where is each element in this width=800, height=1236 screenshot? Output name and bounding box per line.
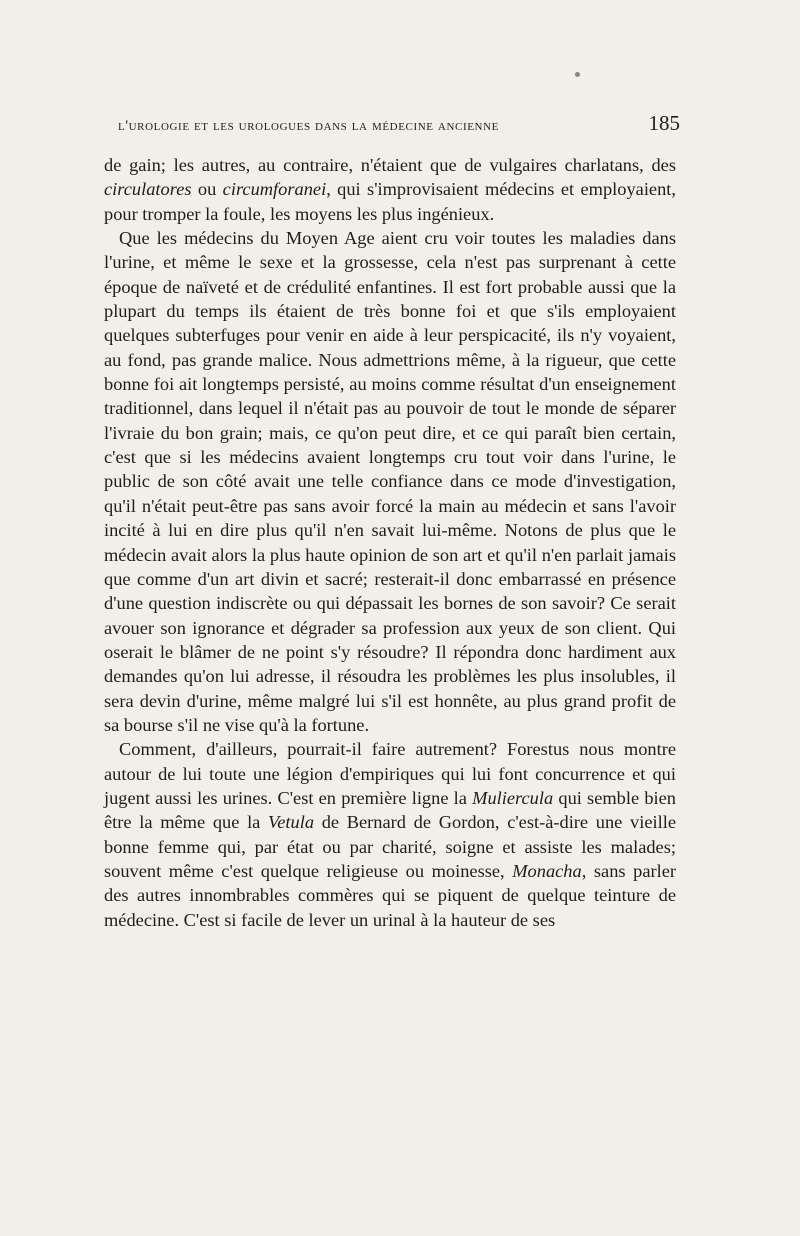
paragraph-1 — [104, 153, 676, 226]
text-run: de Bernard de Gordon, c'est-à-dire une vieille bonne femme qui, par état ou par charité, soigne et assiste les malades; souvent même c'est quelque religieuse ou moinesse, — [104, 812, 676, 881]
page-number: 185 — [648, 111, 680, 135]
italic-term: circumforanei — [222, 179, 327, 200]
text-run: Que les médecins du Moyen Age aient cru voir toutes les maladies dans l'urine, et même le sexe et la grossesse, cela n'est pas surprenant à cette époque de naïveté et de crédulité enfantines. Il est fort probable aussi que la plupart du temps ils étaient de très bonne foi et que s'ils employaient quelques subterfuges pour venir en aide à leur perspicacité, ils n'y voyaient, au fond, pas grande malice. Nous admettrions même, à la rigueur, que cette bonne foi ait longtemps persisté, au moins comme résultat d'un enseignement traditionnel, dans lequel il n'était pas au pouvoir de tout le monde de séparer l'ivraie du bon grain; mais, ce qu'on peut dire, et ce qui paraît bien certain, c'est que si les médecins avaient longtemps cru tout voir dans l'urine, le public de son côté avait une telle confiance dans ce mode d'investigation, qu'il n'était peut-être pas sans avoir forcé la main au médecin et sans l'avoir incité à lui en dire plus qu'il n'en savait lui-même. Notons de plus que le médecin avait alors la plus haute opinion de son art et qu'il n'en parlait jamais que comme d'un art divin et sacré; resterait-il donc embarrassé en présence d'une question indiscrète ou qui dépassait les bornes de son savoir? Ce serait avouer son ignorance et dégrader sa profession aux yeux de son client. Qui oserait le blâmer de ne point s'y résoudre? Il répondra donc hardiment aux demandes qu'on lui adresse, il résoudra les problèmes les plus insolubles, il sera devin d'urine, même malgré lui s'il est honnête, au plus grand profit de sa bourse s'il ne vise qu'à la fortune. — [104, 228, 676, 735]
body-text — [104, 153, 676, 932]
italic-term: Muliercula — [472, 787, 554, 808]
running-head — [118, 111, 680, 139]
print-speck — [575, 72, 580, 77]
italic-term: Monacha — [512, 860, 582, 881]
text-run: de gain; les autres, au contraire, n'étaient que de vulgaires charlatans, des — [104, 155, 676, 175]
paragraph-3 — [104, 737, 676, 932]
text-run: Comment, d'ailleurs, pourrait-il faire autrement? Forestus nous montre autour de lui toute une légion d'empiriques qui lui font concurrence et qui jugent aussi les urines. C'est en première ligne la — [104, 739, 676, 808]
text-run: , sans parler des autres innombrables commères qui se piquent de quelque teinture de médecine. C'est si facile de lever un urinal à la hauteur de ses — [104, 860, 677, 930]
italic-term: Vetula — [268, 812, 315, 833]
paragraph-2 — [104, 226, 676, 737]
text-run: qui semble bien être la même que la — [104, 787, 676, 833]
italic-term: circulatores — [104, 179, 192, 200]
running-head-title: l'urologie et les urologues dans la médecine ancienne — [118, 118, 499, 134]
text-run: ou — [191, 179, 223, 200]
text-run: , qui s'improvisaient médecins et employaient, pour tromper la foule, les moyens les plus ingénieux. — [104, 179, 676, 224]
